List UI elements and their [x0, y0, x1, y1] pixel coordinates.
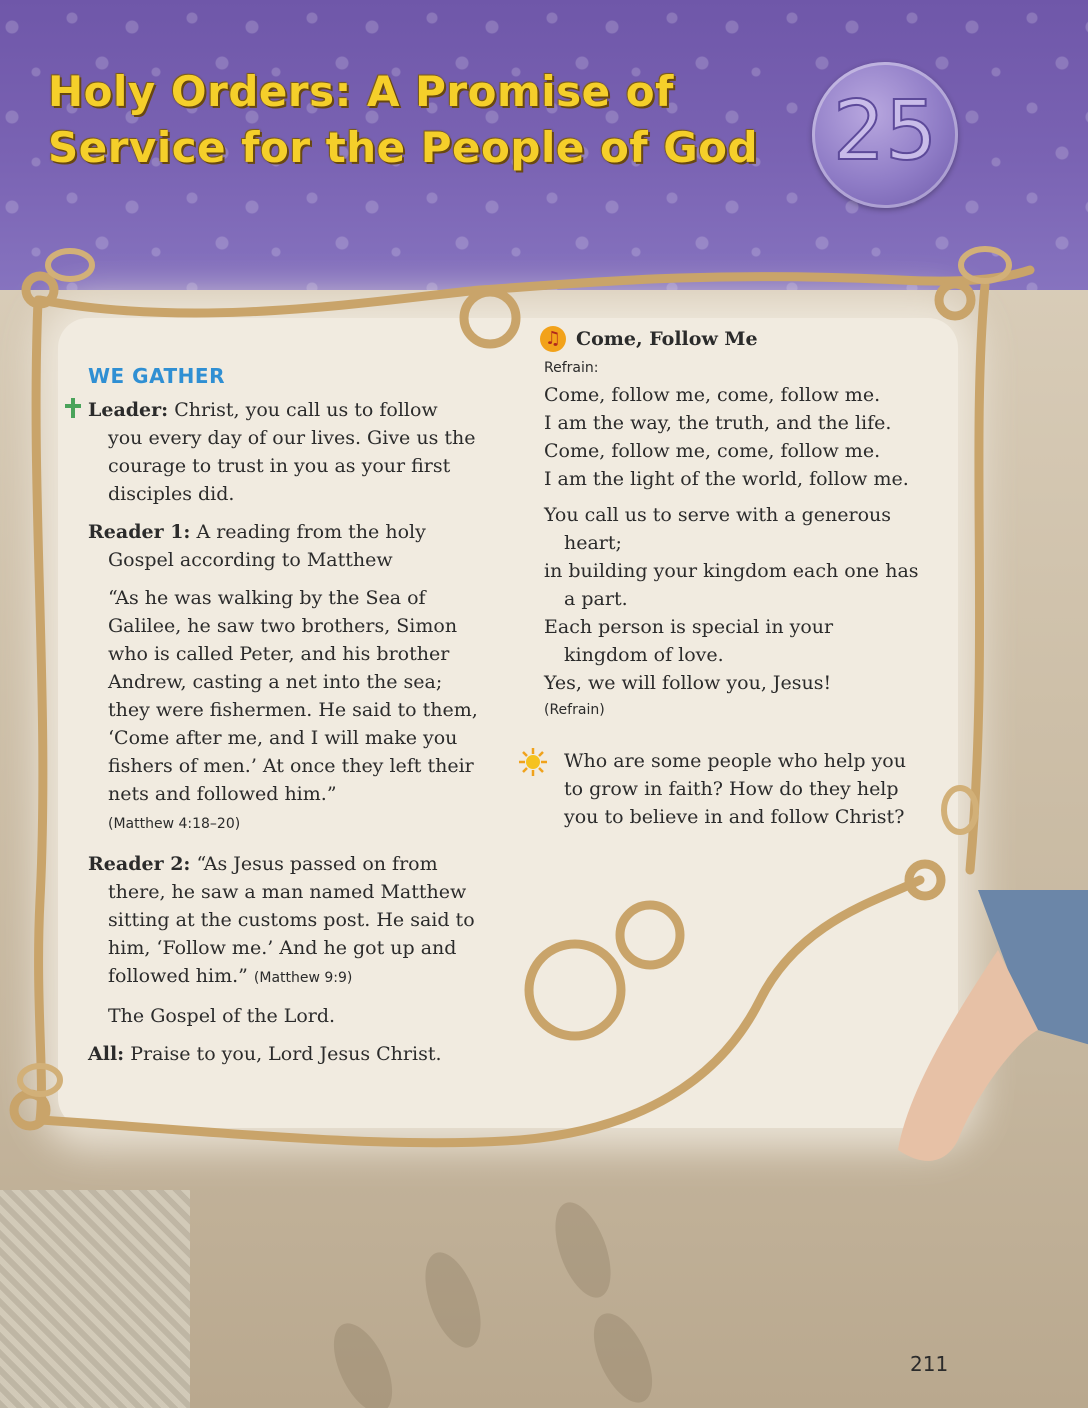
refrain-line: I am the light of the world, follow me. — [544, 468, 909, 490]
verse-block — [540, 501, 920, 721]
reading-quote-text: “As he was walking by the Sea of Galilee, he saw two brothers, Simon who is called Peter, and his brother Andrew, casting a net into the sea; they were fishermen. He said to them, ‘Come after me, and I will make you fishers of men.’ At once they left their nets and followed him.” — [108, 587, 478, 805]
leader-label: Leader: — [88, 399, 169, 421]
chapter-title-line-2: Service for the People of God — [48, 123, 759, 172]
refrain-line: Come, follow me, come, follow me. — [544, 384, 881, 406]
child-arm-foot-image — [868, 890, 1088, 1190]
reader2-text: “As Jesus passed on from there, he saw a man named Matthew sitting at the customs post. He said to him, ‘Follow me.’ And he got up and followed him.” — [108, 853, 475, 987]
reader1-text: A reading from the holy Gospel according to Matthew — [108, 521, 426, 571]
song-title: Come, Follow Me — [576, 328, 758, 350]
verse-line: in building your kingdom each one has a part. — [544, 560, 919, 610]
music-note-icon: ♫ — [540, 326, 566, 352]
footprint — [322, 1315, 404, 1408]
reader2-citation: (Matthew 9:9) — [253, 970, 353, 986]
gospel-line: The Gospel of the Lord. — [108, 1005, 336, 1027]
leader-paragraph — [88, 396, 478, 508]
chapter-header — [0, 0, 1088, 290]
all-response — [88, 1040, 478, 1068]
question-text: Who are some people who help you to grow in faith? How do they help you to believe in and follow Christ? — [564, 750, 906, 828]
chapter-title-line-1: Holy Orders: A Promise of — [48, 67, 674, 116]
reader1-label: Reader 1: — [88, 521, 191, 543]
footprint — [544, 1195, 621, 1305]
verse-line: Each person is special in your kingdom of love. — [544, 616, 834, 666]
leader-text: Christ, you call us to follow you every day of our lives. Give us the courage to trust in you as your first disciples did. — [108, 399, 476, 505]
sun-icon — [518, 747, 548, 777]
song-column — [540, 325, 920, 831]
cross-icon — [62, 396, 84, 420]
verse-line: You call us to serve with a generous heart; — [544, 504, 892, 554]
reader1-paragraph — [88, 518, 478, 574]
reflection-question — [540, 747, 920, 831]
refrain-line: Come, follow me, come, follow me. — [544, 440, 881, 462]
reader2-paragraph — [88, 850, 478, 992]
fishing-basket-image — [0, 1190, 190, 1408]
all-text: Praise to you, Lord Jesus Christ. — [130, 1043, 442, 1065]
refrain-block — [540, 381, 920, 493]
reading-quote — [88, 584, 478, 838]
page-number: 211 — [910, 1352, 949, 1376]
footprint — [414, 1245, 491, 1355]
chapter-title — [48, 64, 788, 176]
refrain-repeat: (Refrain) — [544, 702, 605, 718]
chapter-number-badge — [812, 62, 958, 208]
verse-line: Yes, we will follow you, Jesus! — [544, 672, 832, 694]
chapter-number: 25 — [832, 84, 938, 179]
refrain-line: I am the way, the truth, and the life. — [544, 412, 892, 434]
reader2-label: Reader 2: — [88, 853, 191, 875]
all-label: All: — [88, 1043, 125, 1065]
we-gather-heading: WE GATHER — [88, 364, 225, 388]
refrain-label: Refrain: — [544, 360, 599, 376]
reading-citation: (Matthew 4:18–20) — [108, 816, 241, 832]
we-gather-column — [88, 362, 478, 1078]
footprint — [582, 1305, 664, 1408]
song-title-row — [540, 325, 920, 353]
